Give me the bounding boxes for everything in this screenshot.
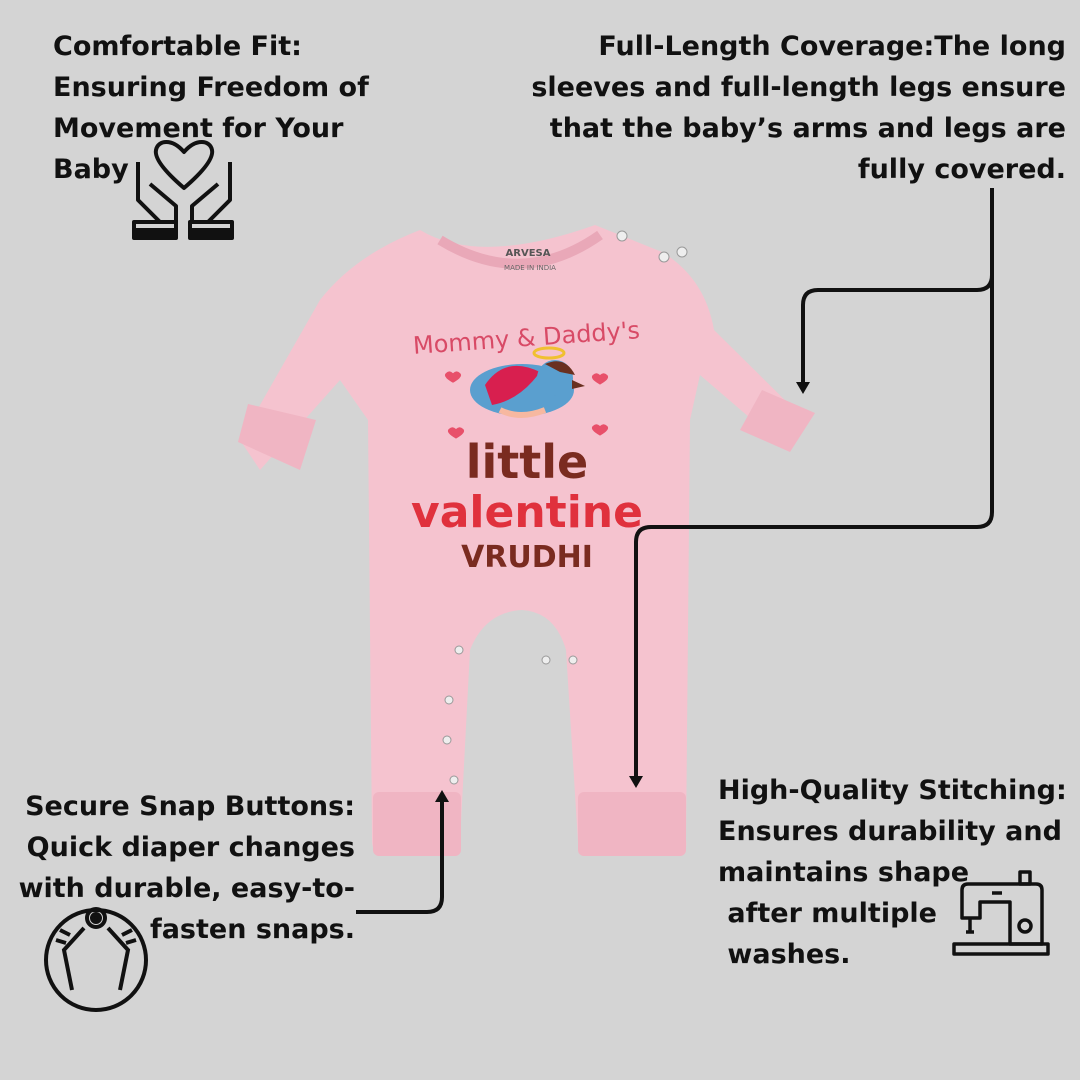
arrowhead (796, 382, 810, 394)
callout-full-length-coverage: Full-Length Coverage:The long sleeves and full-length legs ensure that the baby’s arms and legs are fully covered. (531, 31, 1066, 185)
brand-tag: ARVESA (505, 248, 551, 259)
arrow-sleeve (803, 188, 992, 385)
print-name: VRUDHI (461, 540, 593, 575)
tag-subtext: MADE IN INDIA (504, 264, 556, 272)
snap-dot (617, 231, 627, 241)
print-line-2: little (465, 435, 589, 489)
callout-comfortable-fit: Comfortable Fit: Ensuring Freedom of Movement for Your Baby (53, 31, 369, 185)
snap-dot (677, 247, 687, 257)
callout-high-quality-stitching: High-Quality Stitching: Ensures durability and maintains shape after multiple washes. (718, 775, 1067, 970)
print-line-1: Mommy & Daddy's (412, 316, 641, 360)
callout-secure-snap-buttons: Secure Snap Buttons: Quick diaper changes with durable, easy-to- fasten snaps. (18, 791, 355, 945)
right-leg-cuff (578, 792, 686, 856)
snap-dot (445, 696, 453, 704)
print-line-3: valentine (411, 487, 643, 538)
snap-dot (569, 656, 577, 664)
snap-dot (542, 656, 550, 664)
snap-dot (443, 736, 451, 744)
snap-dot (455, 646, 463, 654)
snap-dot (659, 252, 669, 262)
snap-dot (450, 776, 458, 784)
